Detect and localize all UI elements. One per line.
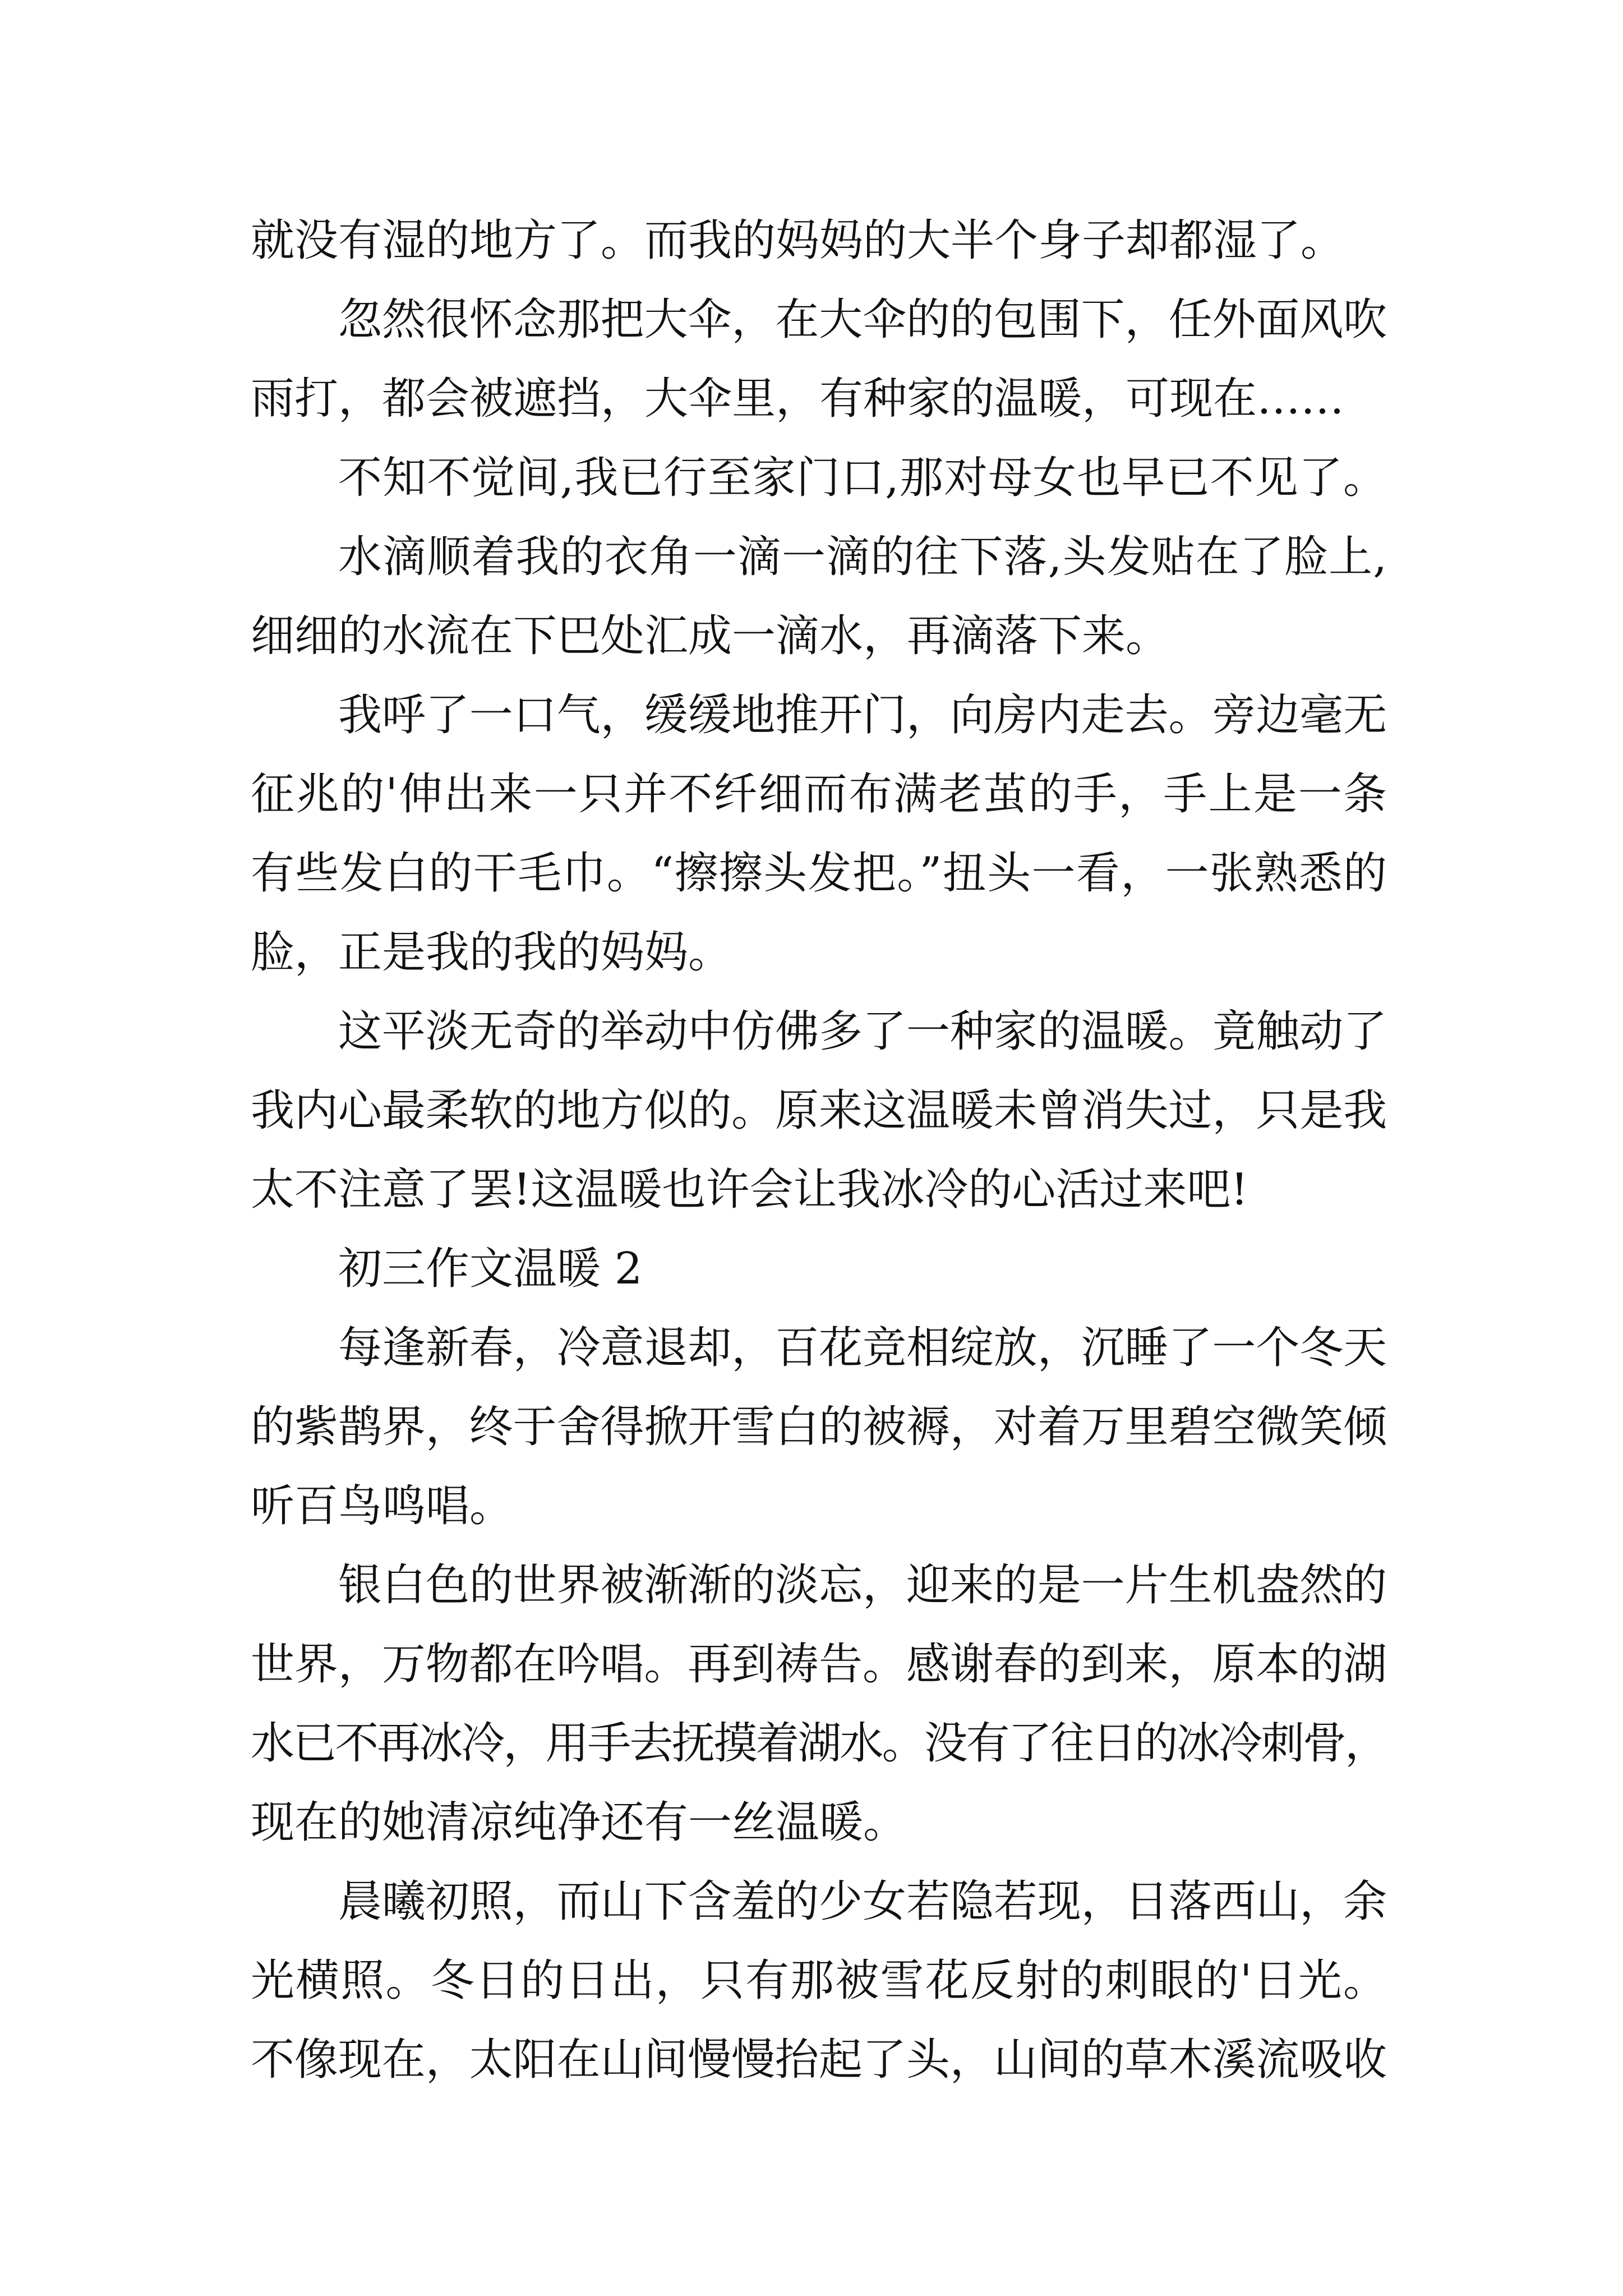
text-line: 我呼了一口气，缓缓地推开门，向房内走去。旁边毫无 — [338, 690, 1387, 740]
paragraph — [251, 1862, 1387, 2100]
text-body — [251, 201, 1387, 2100]
text-line: 水已不再冰冷，用手去抚摸着湖水。没有了往日的冰冷刺骨， — [251, 1718, 1387, 1769]
text-line: 有些发白的干毛巾。“擦擦头发把。”扭头一看，一张熟悉的 — [251, 848, 1387, 899]
text-line: 世界，万物都在吟唱。再到祷告。感谢春的到来，原本的湖 — [251, 1639, 1387, 1690]
text-line: 不像现在，太阳在山间慢慢抬起了头，山间的草木溪流吸收 — [251, 2035, 1387, 2085]
text-line: 就没有湿的地方了。而我的妈妈的大半个身子却都湿了。 — [251, 215, 1345, 266]
text-line: 这平淡无奇的举动中仿佛多了一种家的温暖。竟触动了 — [338, 1006, 1387, 1057]
paragraph — [251, 201, 1387, 280]
paragraph — [251, 1546, 1387, 1862]
text-line: 雨打，都会被遮挡，大伞里，有种家的温暖，可现在…… — [251, 374, 1345, 424]
paragraph — [251, 676, 1387, 992]
paragraph — [251, 280, 1387, 439]
text-line: 忽然很怀念那把大伞，在大伞的的包围下，任外面风吹 — [338, 295, 1387, 345]
text-line: 银白色的世界被渐渐的淡忘，迎来的是一片生机盎然的 — [338, 1560, 1387, 1611]
text-line: 征兆的'伸出来一只并不纤细而布满老茧的手，手上是一条 — [251, 769, 1387, 820]
text-line: 细细的水流在下巴处汇成一滴水，再滴落下来。 — [251, 611, 1170, 661]
text-line: 水滴顺着我的衣角一滴一滴的往下落,头发贴在了脸上, — [338, 532, 1387, 582]
heading-text: 初三作文温暖 2 — [338, 1244, 643, 1294]
text-line: 晨曦初照，而山下含羞的少女若隐若现，日落西山，余 — [338, 1876, 1387, 1927]
text-line: 脸，正是我的我的妈妈。 — [251, 927, 732, 978]
paragraph — [251, 992, 1387, 1230]
paragraph — [251, 439, 1387, 518]
paragraph — [251, 1309, 1387, 1546]
text-line: 我内心最柔软的地方似的。原来这温暖未曾消失过，只是我 — [251, 1085, 1387, 1136]
text-line: 太不注意了罢!这温暖也许会让我冰冷的心活过来吧! — [251, 1165, 1248, 1215]
section-heading — [251, 1230, 1387, 1309]
text-line: 光横照。冬日的日出，只有那被雪花反射的刺眼的'日光。 — [251, 1955, 1387, 2006]
text-line: 不知不觉间,我已行至家门口,那对母女也早已不见了。 — [338, 453, 1387, 503]
paragraph — [251, 518, 1387, 676]
text-line: 每逢新春，冷意退却，百花竞相绽放，沉睡了一个冬天 — [338, 1323, 1387, 1373]
text-line: 现在的她清凉纯净还有一丝温暖。 — [251, 1797, 907, 1848]
text-line: 的紫鹊界，终于舍得掀开雪白的被褥，对着万里碧空微笑倾 — [251, 1402, 1387, 1452]
text-line: 听百鸟鸣唱。 — [251, 1481, 514, 1531]
